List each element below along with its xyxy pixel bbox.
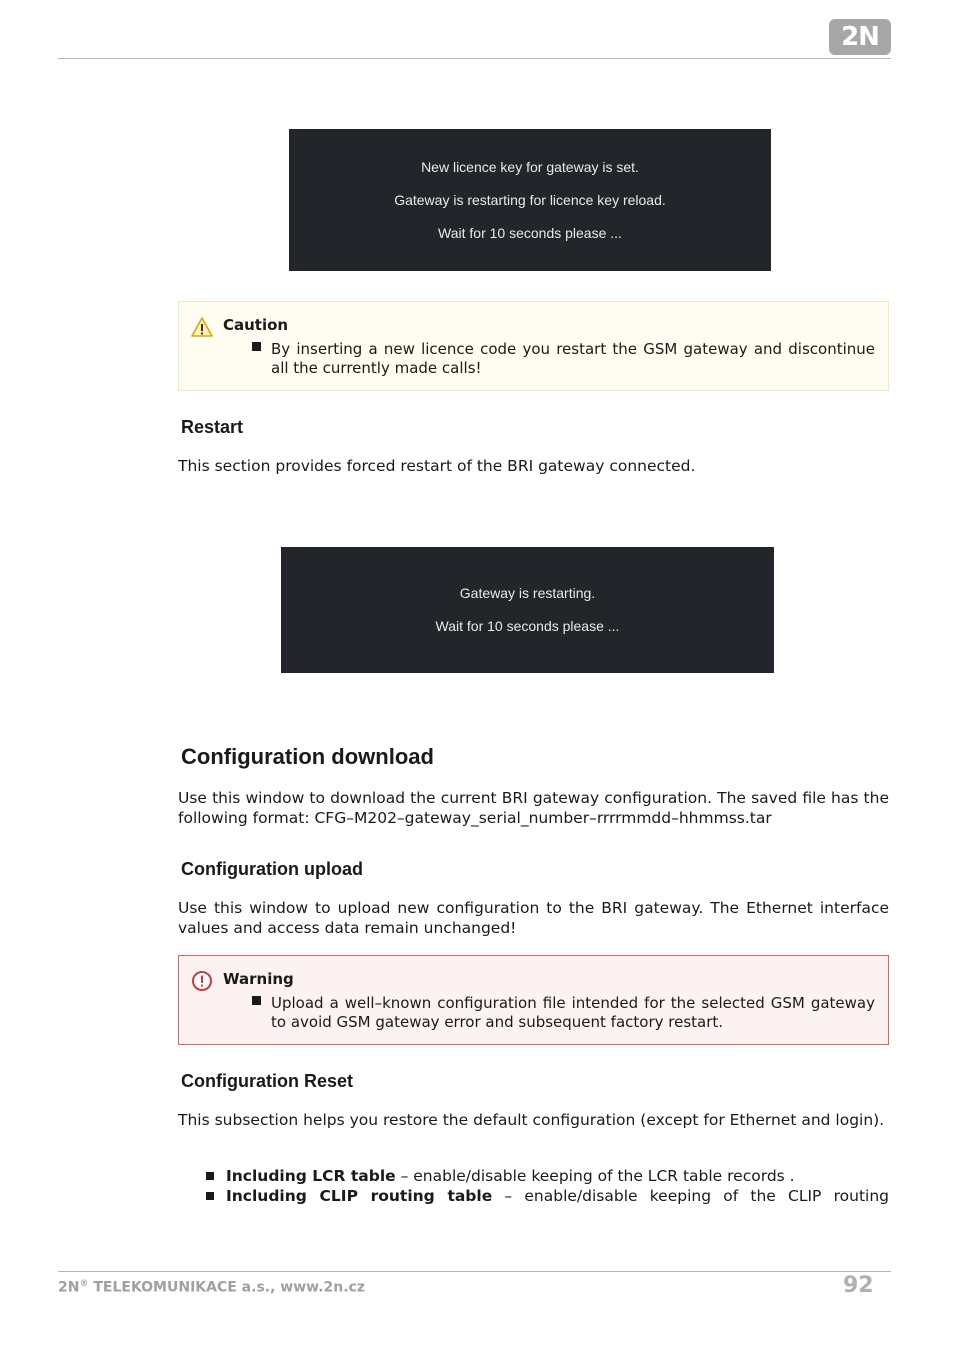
footer-divider bbox=[58, 1271, 891, 1272]
list-item bbox=[206, 1167, 889, 1187]
gateway-restart-screenshot bbox=[281, 547, 774, 673]
option-name: Including LCR table bbox=[226, 1167, 396, 1185]
config-download-text: Use this window to download the current BRI gateway configuration. The saved file has the following format: CFG–M202–gateway_serial_number–rrrrmmdd–hhmmss.tar bbox=[178, 789, 889, 827]
warning-title: Warning bbox=[223, 970, 294, 988]
screen-line: Wait for 10 seconds please ... bbox=[438, 224, 622, 241]
option-name: Including CLIP routing table bbox=[226, 1186, 493, 1205]
warning-icon bbox=[191, 970, 213, 992]
footer-company bbox=[58, 1279, 365, 1296]
caution-text: By inserting a new licence code you restart the GSM gateway and discontinue all the currently made calls! bbox=[271, 340, 875, 377]
caution-title: Caution bbox=[223, 316, 289, 334]
restart-heading: Restart bbox=[181, 417, 244, 437]
restart-text: This section provides forced restart of the BRI gateway connected. bbox=[178, 457, 696, 475]
config-download-heading: Configuration download bbox=[181, 744, 434, 769]
footer-brand: 2N bbox=[58, 1279, 80, 1296]
config-upload-text: Use this window to upload new configuration to the BRI gateway. The Ethernet interface values and access data remain unchanged! bbox=[178, 899, 889, 937]
config-reset-heading: Configuration Reset bbox=[181, 1071, 354, 1091]
brand-logo bbox=[829, 19, 891, 55]
registered-mark: ® bbox=[79, 1279, 89, 1289]
page-number: 92 bbox=[843, 1273, 874, 1298]
bullet-marker bbox=[252, 342, 261, 351]
config-reset-options-list bbox=[206, 1167, 889, 1206]
bullet-marker bbox=[206, 1192, 214, 1200]
warning-box bbox=[178, 955, 889, 1045]
screen-line: New licence key for gateway is set. bbox=[421, 158, 639, 175]
list-item bbox=[206, 1187, 889, 1207]
bullet-marker bbox=[252, 996, 261, 1005]
bullet-marker bbox=[206, 1172, 214, 1180]
warning-text: Upload a well–known configuration file intended for the selected GSM gateway to avoid GSM gateway error and subsequent factory restart. bbox=[271, 994, 875, 1031]
logo-text: 2N bbox=[841, 22, 879, 52]
config-upload-heading: Configuration upload bbox=[181, 859, 363, 879]
screen-line: Wait for 10 seconds please ... bbox=[435, 618, 620, 634]
caution-icon bbox=[191, 316, 213, 338]
licence-restart-screenshot bbox=[289, 129, 771, 271]
option-description: – enable/disable keeping of the CLIP routing bbox=[492, 1186, 889, 1205]
option-description: – enable/disable keeping of the LCR table records . bbox=[395, 1167, 795, 1185]
caution-box bbox=[178, 301, 889, 391]
footer-company-text: TELEKOMUNIKACE a.s., www.2n.cz bbox=[88, 1279, 365, 1296]
header-divider bbox=[58, 58, 891, 59]
screen-line: Gateway is restarting. bbox=[459, 585, 596, 601]
config-reset-text: This subsection helps you restore the default configuration (except for Ethernet and login). bbox=[178, 1111, 885, 1129]
screen-line: Gateway is restarting for licence key reload. bbox=[394, 191, 666, 208]
